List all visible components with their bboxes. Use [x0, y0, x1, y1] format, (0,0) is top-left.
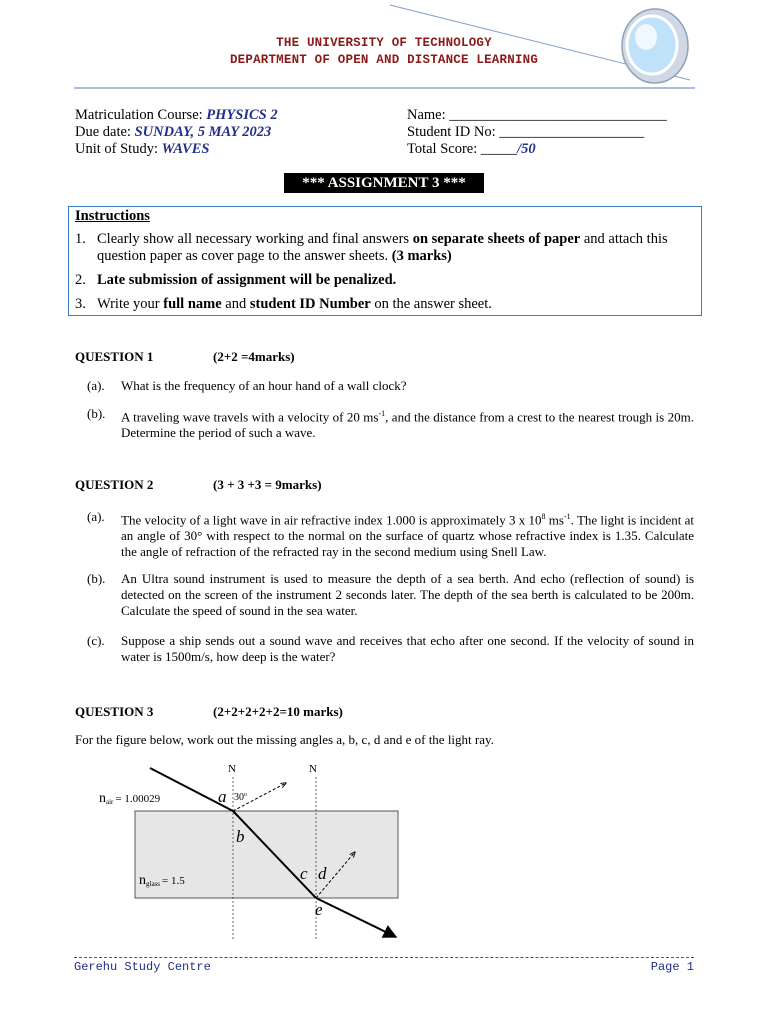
name-field: Name: ______________________________ — [407, 107, 667, 123]
refraction-diagram — [0, 750, 768, 950]
total-score-value: /50 — [517, 141, 536, 157]
course-row: Matriculation Course: PHYSICS 2 — [75, 107, 278, 123]
course-value: PHYSICS 2 — [206, 107, 278, 123]
angle-a-label: a — [218, 787, 227, 806]
footer-centre: Gerehu Study Centre — [74, 960, 211, 974]
angle-e-label: e — [315, 900, 323, 919]
angle-d-label: d — [318, 864, 327, 883]
angle-c-label: c — [300, 864, 308, 883]
n-air-label: nair = 1.00029 — [99, 791, 161, 806]
instructions-title: Instructions — [75, 208, 150, 224]
question-2-heading: QUESTION 2 (3 + 3 +3 = 9marks) — [75, 477, 322, 492]
question-3-text: For the figure below, work out the missing angles a, b, c, d and e of the light ray. — [75, 732, 494, 747]
unit-value: WAVES — [161, 141, 210, 157]
question-1-heading: QUESTION 1 (2+2 =4marks) — [75, 349, 295, 364]
total-score-row: Total Score: _____/50 — [407, 141, 536, 157]
question-3-marks: (2+2+2+2+2=10 marks) — [213, 704, 343, 719]
unit-row: Unit of Study: WAVES — [75, 141, 210, 157]
normal-label: N — [228, 763, 236, 775]
angle-30-label: 30$^o$ — [234, 792, 247, 803]
page-footer — [74, 957, 694, 974]
department-name: DEPARTMENT OF OPEN AND DISTANCE LEARNING — [229, 53, 539, 67]
due-date-value: SUNDAY, 5 MAY 2023 — [134, 124, 272, 140]
angle-b-label: b — [236, 827, 245, 846]
header-decoration — [0, 0, 768, 100]
assignment-title: *** ASSIGNMENT 3 *** — [284, 173, 484, 193]
question-2-marks: (3 + 3 +3 = 9marks) — [213, 477, 322, 492]
due-date-row: Due date: SUNDAY, 5 MAY 2023 — [75, 124, 272, 140]
page-number: Page 1 — [650, 960, 694, 974]
university-name: THE UNIVERSITY OF TECHNOLOGY — [276, 36, 492, 50]
student-id-field: Student ID No: ____________________ — [407, 124, 645, 140]
light-ray — [316, 898, 396, 937]
question-3-heading: QUESTION 3 (2+2+2+2+2=10 marks) — [75, 704, 343, 719]
question-1-marks: (2+2 =4marks) — [213, 349, 295, 364]
normal-label: N — [309, 763, 317, 775]
n-glass-label: nglass = 1.5 — [139, 873, 185, 888]
instructions-box: Instructions 1. Clearly show all necessary working and final answers on separate sheets of paper and attach this question paper as cover page to the answer sheets. (3 marks) 2. Late submission of assignment will be penalized. 3. Write your full name and student ID Number on the answer sheet. — [68, 206, 702, 316]
